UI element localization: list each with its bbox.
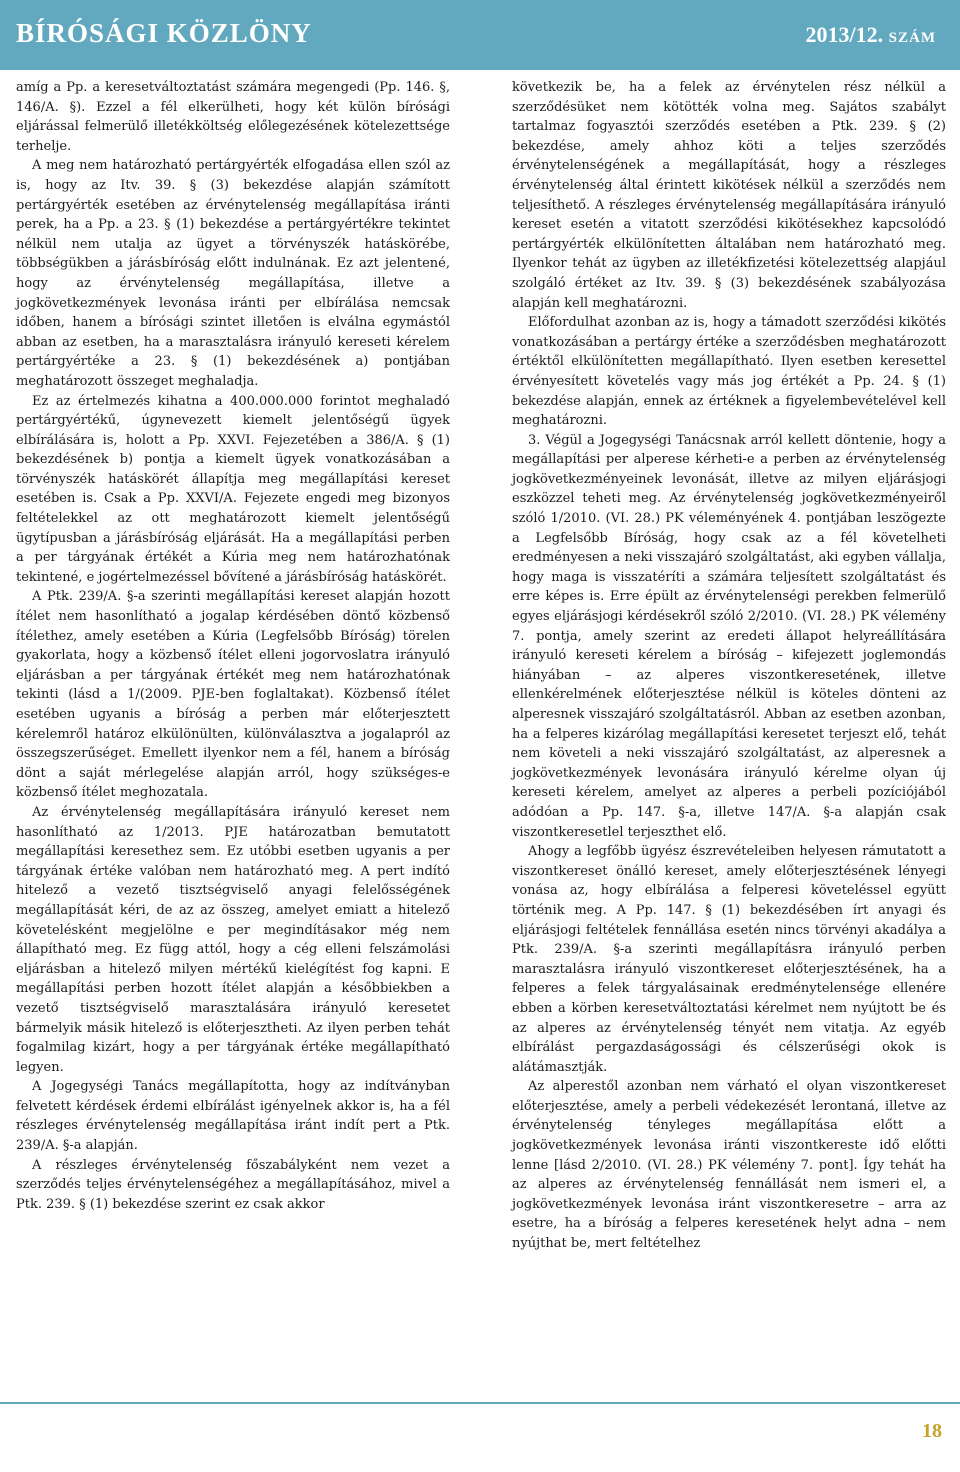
paragraph: Az érvénytelenség megállapítására irányuló kereset nem hasonlítható az 1/2013. PJE határozatban bemutatott megállapítási keresethez sem. Ez utóbbi esetben ugyanis a per tárgyának értéke valóban nem határozható meg. A pert indító hitelező a vezető tisztségviselő anyagi felelősségének megállapítását kéri, de az az összeg, amelyet emiatt a hitelező követelésként megjelölne e per megindításakor még nem állapítható meg. Ez függ attól, hogy a cég elleni felszámolási eljárásban a hitelező milyen mértékű kielégítést fog kapni. E megállapítási perben hozott ítélet alapján a későbbiekben a vezető tisztségviselő marasztalására irányuló keresetet bármelyik másik hitelező is előterjesztheti. Az ilyen perben tehát fogalmilag kizárt, hogy a per tárgyának értéke megállapítható legyen. <box>16 804 450 1075</box>
paragraph: A Ptk. 239/A. §-a szerinti megállapítási kereset alapján hozott ítélet nem hasonlítható a jogalap kérdésében döntő közbenső ítélethez, amely esetében a Kúria (Legfelsőbb Bíróság) törelen gyakorlata, hogy a közbenső ítélet elleni jogorvoslatra irányuló eljárásban a per tárgyának értékét meg nem határozhatónak tekinti (lásd a 1/(2009. PJE-ben foglaltakat). Közbenső ítélet esetében ugyanis a bíróság a perben már előterjesztett kérelemről határoz elkülönülten, különválasztva a jogalapról az összegszerűséget. Emellett ilyenkor nem a fél, hanem a bíróság dönt a saját mérlegelése alapján arról, hogy szükséges-e közbenső ítélet meghozatala. <box>16 589 450 801</box>
issue-suffix: SZÁM <box>888 30 936 46</box>
right-column <box>512 78 946 1254</box>
paragraph: A Jogegységi Tanács megállapította, hogy az indítványban felvetett kérdések érdemi elbírálást igényelnek akkor is, ha a fél részleges érvénytelenség megállapítása iránt indít pert a Ptk. 239/A. §-a alapján. <box>16 1079 450 1154</box>
footer-rule <box>0 1402 960 1404</box>
paragraph: A meg nem határozható pertárgyérték elfogadása ellen szól az is, hogy az Itv. 39. § (3) bekezdése alapján számított pertárgyérték esetében az érvénytelenség megállapítása iránti perek, ha a Pp. a 23. § (1) bekezdése a pertárgyértékre tekintet nélkül nem utalja az ügyet a törvényszék hatáskörébe, többségükben a járásbíróság előtt indulnának. Ez azt jelentené, hogy az érvénytelenség megállapítása, illetve a jogkövetkezmények levonása iránti per elbírálása nemcsak időben, hanem a bírósági szintet illetően is elválna egymástól abban az esetben, ha a marasztalásra irányuló kereseti kérelem pertárgyértéke a 23. § (1) bekezdésének a) pontjában meghatározott összeget meghaladja. <box>16 158 450 389</box>
issue-label: 2013/12. <box>805 22 884 47</box>
left-column <box>16 78 450 1214</box>
paragraph: Az alperestől azonban nem várható el olyan viszontkereset előterjesztése, amely a perbeli védekezését lerontaná, illetve az érvénytelenség tényleges megállapítása előtt a jogkövetkezmények levonása iránti viszontkereste idő előtti lenne [lásd 2/2010. (VI. 28.) PK vélemény 7. pont]. Így tehát ha az alperes az érvénytelenség fennállását nem ismeri el, a jogkövetkezmények levonása iránt viszontkeresetre – arra az esetre, ha a bíróság a felperes keresetének helyt adna – nem nyújthat be, mert feltételhez <box>512 1079 946 1252</box>
header-bar <box>0 0 960 70</box>
paragraph: amíg a Pp. a keresetváltoztatást számára megengedi (Pp. 146. §, 146/A. §). Ezzel a fél elkerülheti, hogy két külön bírósági eljárással felmerülő illetékköltség előlegezésének kötelezettsége terhelje. <box>16 80 450 154</box>
paragraph: 3. Végül a Jogegységi Tanácsnak arról kellett döntenie, hogy a megállapítási per alperese kérheti-e a perben az érvénytelenség jogkövetkezményeinek levonását, illetve az milyen eljárásjogi eszközzel teheti meg. Az érvénytelenség jogkövetkezményeiről szóló 1/2010. (VI. 28.) PK véleményének 4. pontjában leszögezte a Legfelsőbb Bíróság, hogy csak az a fél követelheti eredményesen a neki visszajáró szolgáltatást, aki egyben vállalja, hogy maga is visszatéríti a számára teljesített szolgáltatást és erre képes is. Erre épült az érvénytelenségi perekben felmerülő egyes eljárásjogi kérdésekről szóló 2/2010. (VI. 28.) PK vélemény 7. pontja, amely szerint az eredeti állapot helyreállítására irányuló kereseti kérelem a bíróság – kifejezett joglemondás hiányában – az alperes viszontkeresetének, illetve ellenkérelmének előterjesztése nélkül is köteles dönteni az alperesnek visszajáró szolgáltatásról. Abban az esetben azonban, ha a felperes kizárólag megállapítási keresetet terjeszt elő, tehát nem követeli a neki visszajáró szolgáltatást, az alperesnek a jogkövetkezmények levonására irányuló kérelme olyan új kereseti kérelem, amelyet az alperes a perbeli pozíciójából adódóan a Pp. 147. §-a, illetve 147/A. §-a alapján csak viszontkeresetlel terjeszthet elő. <box>512 432 946 840</box>
paragraph: következik be, ha a felek az érvénytelen rész nélkül a szerződésüket nem kötötték volna meg. Sajátos szabályt tartalmaz fogyasztói szerződés esetében a Ptk. 239. § (2) bekezdése, amely ahhoz köti a teljes szerződés érvénytelenségének a megállapítását, hogy a részleges érvénytelenség által érintett kikötések nélkül a szerződés nem teljesíthető. A részleges érvénytelenség megállapítására irányuló kereset esetén a vitatott szerződési kikötésekhez kapcsolódó pertárgyérték elkülönítetten általában nem határozható meg. Ilyenkor tehát az ügyben az illetékfizetési kötelezettség alapjául szolgáló értéket az Itv. 39. § (3) bekezdésének szabályozása alapján kell meghatározni. <box>512 80 946 311</box>
issue-number <box>806 22 936 48</box>
paragraph: A részleges érvénytelenség főszabályként nem vezet a szerződés teljes érvénytelenségéhez a megállapításához, mivel a Ptk. 239. § (1) bekezdése szerint ez csak akkor <box>16 1157 450 1212</box>
paragraph: Ez az értelmezés kihatna a 400.000.000 forintot meghaladó pertárgyértékű, úgynevezett kiemelt jelentőségű ügyek elbírálására is, holott a Pp. XXVI. Fejezetében a 386/A. § (1) bekezdésének b) pontja a kiemelt ügyek vonatkozásában a törvényszék hatáskörét állapítja meg megállapítási kereset esetében is. Csak a Pp. XXVI/A. Fejezete engedi meg bizonyos feltételekkel az ott meghatározott kiemelt jelentőségű ügytípusban a járásbíróság eljárását. Ha a megállapítási perben a per tárgyának értékét a Kúria meg nem határozhatónak tekintené, e jogértelmezéssel bővítené a járásbíróság hatáskörét. <box>16 393 450 585</box>
paragraph: Előfordulhat azonban az is, hogy a támadott szerződési kikötés vonatkozásában a pertárgy értéke a szerződésben meghatározott értéktől elkülönítetten megállapítható. Ilyen esetben keresettel érvényesített követelés vagy más jog értékét a Pp. 24. § (1) bekezdése alapján, ennek az értéknek a figyelembevételével kell meghatározni. <box>512 315 946 429</box>
page-number: 18 <box>922 1420 942 1442</box>
journal-title: BÍRÓSÁGI KÖZLÖNY <box>16 18 312 48</box>
paragraph: Ahogy a legfőbb ügyész észrevételeiben helyesen rámutatott a viszontkereset önálló kereset, amely előterjesztésének lényegi vonása az, hogy elbírálása a felperesi követeléssel együtt történik meg. A Pp. 147. § (1) bekezdésében írt anyagi és eljárásjogi feltételek fennállása esetén nincs törvényi akadálya a Ptk. 239/A. §-a szerinti megállapításra irányuló perben marasztalásra irányuló viszontkereset előterjesztésének, ha a felperes a felek tárgyalásainak eredménytelensége ellenére ebben a körben keresetváltoztatási kérelmet nem nyújtott be és az alperes az érvénytelenség tényét nem vitatja. Az egyéb elbírálást pergazdaságossági és célszerűségi okok is alátámasztják. <box>512 844 946 1075</box>
